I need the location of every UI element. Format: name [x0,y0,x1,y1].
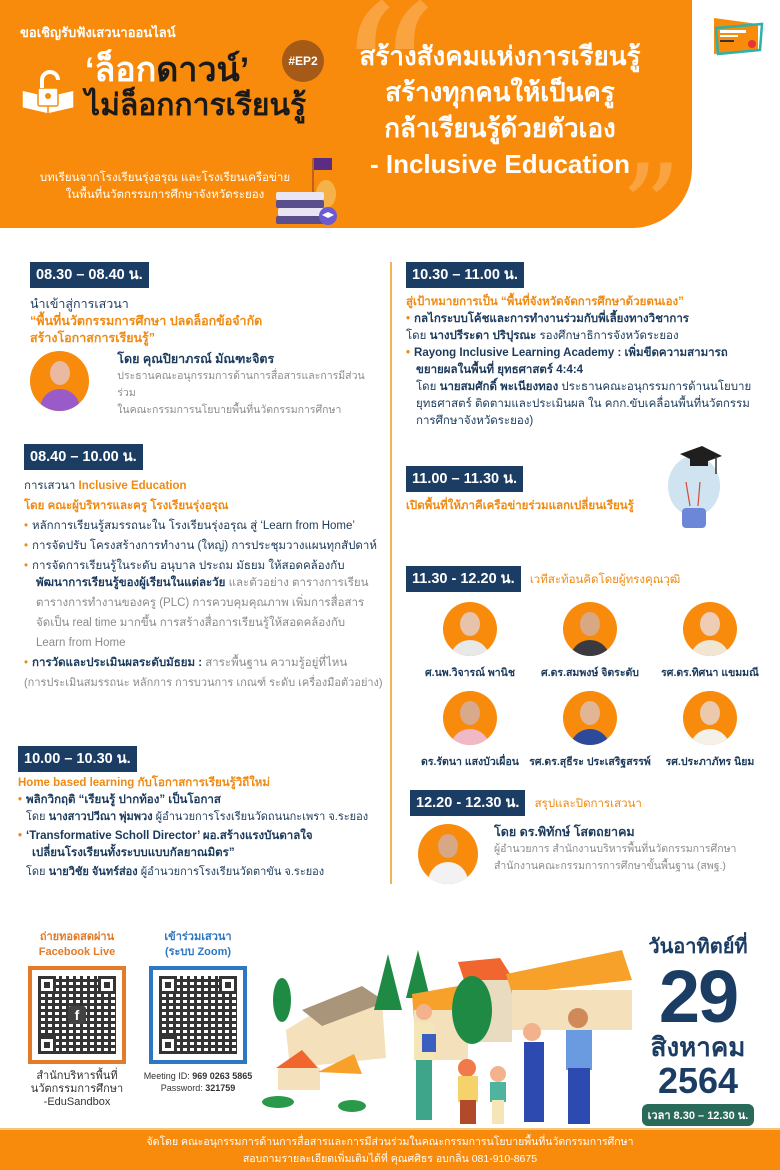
speaker-name: โดย คุณปิยาภรณ์ มัณฑะจิตร [117,352,275,366]
bullet-text: Learn from Home [36,637,126,649]
bullet-item-cont: เปลี่ยนโรงเรียนทั้งระบบแบบกัลยาณมิตร” [32,847,235,859]
bullet-text: ตารางการทำงานของครู (PLC) การควบคุมคุณภาพ เพิ่มการสื่อสาร [36,597,365,609]
session-by: โดย คณะผู้บริหารและครู โรงเรียนรุ่งอรุณ [24,500,229,512]
presenter-name: นายวิชัย จันทร์ส่อง [48,866,138,878]
close-quote-decoration: ” [620,140,682,228]
time-badge: 10.30 – 11.00 น. [406,262,524,288]
presenter-role-cont: ยุทธศาสตร์ ติดตามและประเมินผล ใน คกก.ขับเคลื่อนพื้นที่นวัตกรรม [416,398,750,410]
speaker-avatar [563,691,617,745]
event-time-badge: เวลา 8.30 – 12.30 น. [642,1104,755,1126]
main-title-line4: - Inclusive Education [369,149,631,179]
speaker-avatar [563,602,617,656]
speaker-avatar [683,691,737,745]
schedule-item-0840 [24,444,386,692]
footer-organizer: จัดโดย คณะอนุกรรมการด้านการสื่อสารและการมีส่วนร่วมในคณะกรรมการนโยบายพื้นที่นวัตกรรมการศึกษา [146,1136,634,1148]
lightbulb-graduation-icon [660,444,730,536]
unlocked-book-icon [18,68,78,128]
session-topic: สรุปและปิดการเสวนา [534,798,642,810]
main-title-line3: กล้าเรียนรู้ด้วยตัวเอง [384,113,616,143]
schedule-item-1030 [406,262,776,430]
session-topic: เปิดพื้นที่ให้ภาคีเครือข่ายร่วมแลกเปลี่ยนเรียนรู้ [406,500,634,512]
speaker-avatar [30,351,89,411]
expert-speakers-grid [410,602,770,770]
session-topic: สู่เป้าหมายการเป็น “พื้นที่จังหวัดจัดการศึกษาด้วยตนเอง” [406,296,684,308]
footer-contact: สอบถามรายละเอียดเพิ่มเติมได้ที่ คุณศศิธร อบกลิ่น 081-910-8675 [242,1153,538,1165]
bullet-item: • กลไกระบบโค้ชและการทำงานร่วมกับพี่เลี้ยงทางวิชาการ [406,311,776,328]
lockdown-title [85,52,306,124]
bullet-item: • หลักการเรียนรู้สมรรถนะใน โรงเรียนรุ่งอรุณ สู่ ‘Learn from Home’ [24,518,386,535]
date-number: 29 [658,955,738,1038]
bullet-bold: การวัดและประเมินผลระดับมัธยม : [32,657,203,669]
speaker-name: ศ.นพ.วิจารณ์ พานิช [425,667,515,679]
session-topic-line1: “พื้นที่นวัตกรรมการศึกษา ปลดล็อกข้อจำกัด [30,314,263,328]
speaker-avatar [683,602,737,656]
facebook-caption2: นวัตกรรมการศึกษา [30,1083,124,1095]
bullet-item: • การจัดการเรียนรู้ในระดับ อนุบาล ประถม มัธยม ให้สอดคล้องกับ [24,558,386,575]
speaker-name: รศ.ประภาภัทร นิยม [665,756,755,768]
facebook-caption3: -EduSandbox [43,1096,111,1108]
lockdown-title-dark: ดาวน์’ [156,51,250,89]
speaker-avatar [443,602,497,656]
footer [0,1128,780,1170]
session-topic: Inclusive Education [78,480,187,492]
presenter-role: ประธานคณะอนุกรรมการด้านนโยบาย [561,381,752,393]
zoom-title1: เข้าร่วมเสวนา [164,931,232,943]
schedule-item-1000 [18,746,388,881]
zoom-qr-code[interactable] [149,966,247,1064]
schedule-item-0830 [30,262,380,419]
password-label: Password: [160,1083,203,1093]
bullet-item: • การจัดปรับ โครงสร้างการทำงาน (ใหญ่) การประชุมวางแผนทุกสัปดาห์ [24,538,386,555]
time-badge: 08.40 – 10.00 น. [24,444,143,470]
time-badge: 11.30 - 12.20 น. [406,566,521,592]
presenter-name: นางปรีระดา ปริปุรณะ [429,330,537,342]
by-label: โดย [26,866,46,878]
speaker-name: โดย ดร.พิทักษ์ โสตถยาคม [494,825,635,839]
session-topic-line2: สร้างโอกาสการเรียนรู้” [30,331,156,345]
header-subtitle-line2: ในพื้นที่นวัตกรรมการศึกษาจังหวัดระยอง [65,189,265,201]
speaker-role-line1: ผู้อำนวยการ สำนักงานบริหารพื้นที่นวัตกรรมการศึกษา [494,843,737,855]
main-title [340,38,660,182]
meeting-id-label: Meeting ID: [143,1071,190,1081]
presenter-role: รองศึกษาธิการจังหวัดระยอง [539,330,679,342]
bullet-text: (การประเมินสมรรถนะ หลักการ การบวนการ เกณฑ์ ระดับ เครื่องมือตัวอย่าง) [24,677,383,689]
expert-speaker [530,602,650,681]
bullet-item-cont: ขยายผลในพื้นที่ ยุทธศาสตร์ 4:4:4 [416,364,584,376]
zoom-title2: (ระบบ Zoom) [164,946,232,958]
books-flag-illustration [272,156,344,226]
speaker-name: ศ.ดร.สมพงษ์ จิตระดับ [541,667,639,679]
bullet-text: และตัวอย่าง ตารางการเรียน [225,577,369,589]
speaker-role-line2: สำนักงานคณะกรรมการการศึกษาขั้นพื้นฐาน (สพฐ.) [494,860,726,872]
speaker-name: รศ.ดร.ทิศนา แขมมณี [661,667,759,679]
facebook-title1: ถ่ายทอดสดผ่าน [39,931,115,943]
bullet-item: • Rayong Inclusive Learning Academy : เพิ่มขีดความสามารถ [406,345,776,362]
presenter-role: ผู้อำนวยการโรงเรียนวัดตาขัน จ.ระยอง [140,866,325,878]
speaker-avatar [443,691,497,745]
presenter-name: นางสาวปวีณา พุ่มพวง [48,811,153,823]
schedule-item-1100 [406,466,666,515]
date-month: สิงหาคม [650,1032,746,1062]
speaker-role-line2: ในคณะกรรมการนโยบายพื้นที่นวัตกรรมการศึกษา [117,404,342,416]
expert-speaker [650,602,770,681]
time-badge: 12.20 - 12.30 น. [410,790,525,816]
speaker-avatar [418,824,478,884]
password-value: 321759 [205,1083,236,1093]
lockdown-title-white: ‘ล็อก [85,51,157,89]
facebook-qr-code[interactable] [28,966,126,1064]
expert-speaker [530,691,650,770]
speaker-name: ดร.รัตนา แสงบัวเผื่อน [421,756,519,768]
date-year: 2564 [657,1060,739,1101]
time-badge: 08.30 – 08.40 น. [30,262,149,288]
bullet-text: สาระพื้นฐาน ความรู้อยู่ที่ไหน [202,657,348,669]
episode-badge: #EP2 [282,40,324,82]
invite-text: ขอเชิญรับฟังเสวนาออนไลน์ [20,25,176,40]
time-badge: 10.00 – 10.30 น. [18,746,137,772]
main-title-line1: สร้างสังคมแห่งการเรียนรู้ [359,41,641,71]
session-prefix: การเสวนา [24,480,76,492]
session-topic: Home based learning กับโอกาสการเรียนรู้วิถีใหม่ [18,777,270,789]
facebook-icon: f [68,1006,86,1024]
presenter-name: นายสมศักดิ์ พะเนียงทอง [439,381,559,393]
schedule-item-1220 [410,790,776,884]
community-illustration [262,950,632,1128]
expert-speaker [410,691,530,770]
main-title-line2: สร้างทุกคนให้เป็นครู [385,77,615,107]
date-day: วันอาทิตย์ที่ [648,936,748,958]
expert-speaker [410,602,530,681]
bullet-text: จัดเป็น real time มากขึ้น การสร้างสื่อการเรียนรู้ให้สอดคล้องกับ [36,617,346,629]
session-intro: นำเข้าสู่การเสวนา [30,297,129,311]
by-label: โดย [416,381,437,393]
zoom-block [138,930,258,1094]
education-sandbox-logo [712,16,764,58]
header-banner [0,0,692,228]
presenter-role-cont: การศึกษาจังหวัดระยอง) [416,415,534,427]
bullet-item: • พลิกวิกฤติ “เรียนรู้ ปากท้อง” เป็นโอกาส [18,792,388,809]
presenter-role: ผู้อำนวยการโรงเรียนวัดถนนกะเพรา จ.ระยอง [155,811,369,823]
bullet-bold: พัฒนาการเรียนรู้ของผู้เรียนในแต่ละวัย [36,577,226,589]
lockdown-subtitle: ไม่ล็อกการเรียนรู้ [85,89,307,122]
bullet-item: • ‘Transformative Scholl Director’ ผอ.สร้างแรงบันดาลใจ [18,828,388,845]
by-label: โดย [26,811,46,823]
header-subtitle-line1: บทเรียนจากโรงเรียนรุ่งอรุณ และโรงเรียนเครือข่าย [39,172,291,184]
time-badge: 11.00 – 11.30 น. [406,466,523,492]
speaker-name: รศ.ดร.สุธีระ ประเสริฐสรรพ์ [529,756,651,768]
by-label: โดย [406,330,427,342]
session-topic: เวทีสะท้อนคิดโดยผู้ทรงคุณวุฒิ [529,574,681,586]
facebook-caption1: สำนักบริหารพื้นที่ [36,1070,118,1082]
facebook-live-block [22,930,132,1109]
meeting-id: 969 0263 5865 [192,1071,253,1081]
facebook-title2: Facebook Live [38,946,116,958]
event-date [636,930,760,1126]
header-subtitle [20,170,310,204]
schedule-item-1130 [406,566,776,592]
expert-speaker [650,691,770,770]
column-divider [390,262,392,884]
open-quote-decoration: “ [336,0,439,196]
speaker-role-line1: ประธานคณะอนุกรรมการด้านการสื่อสารและการมีส่วนร่วม [117,370,365,399]
